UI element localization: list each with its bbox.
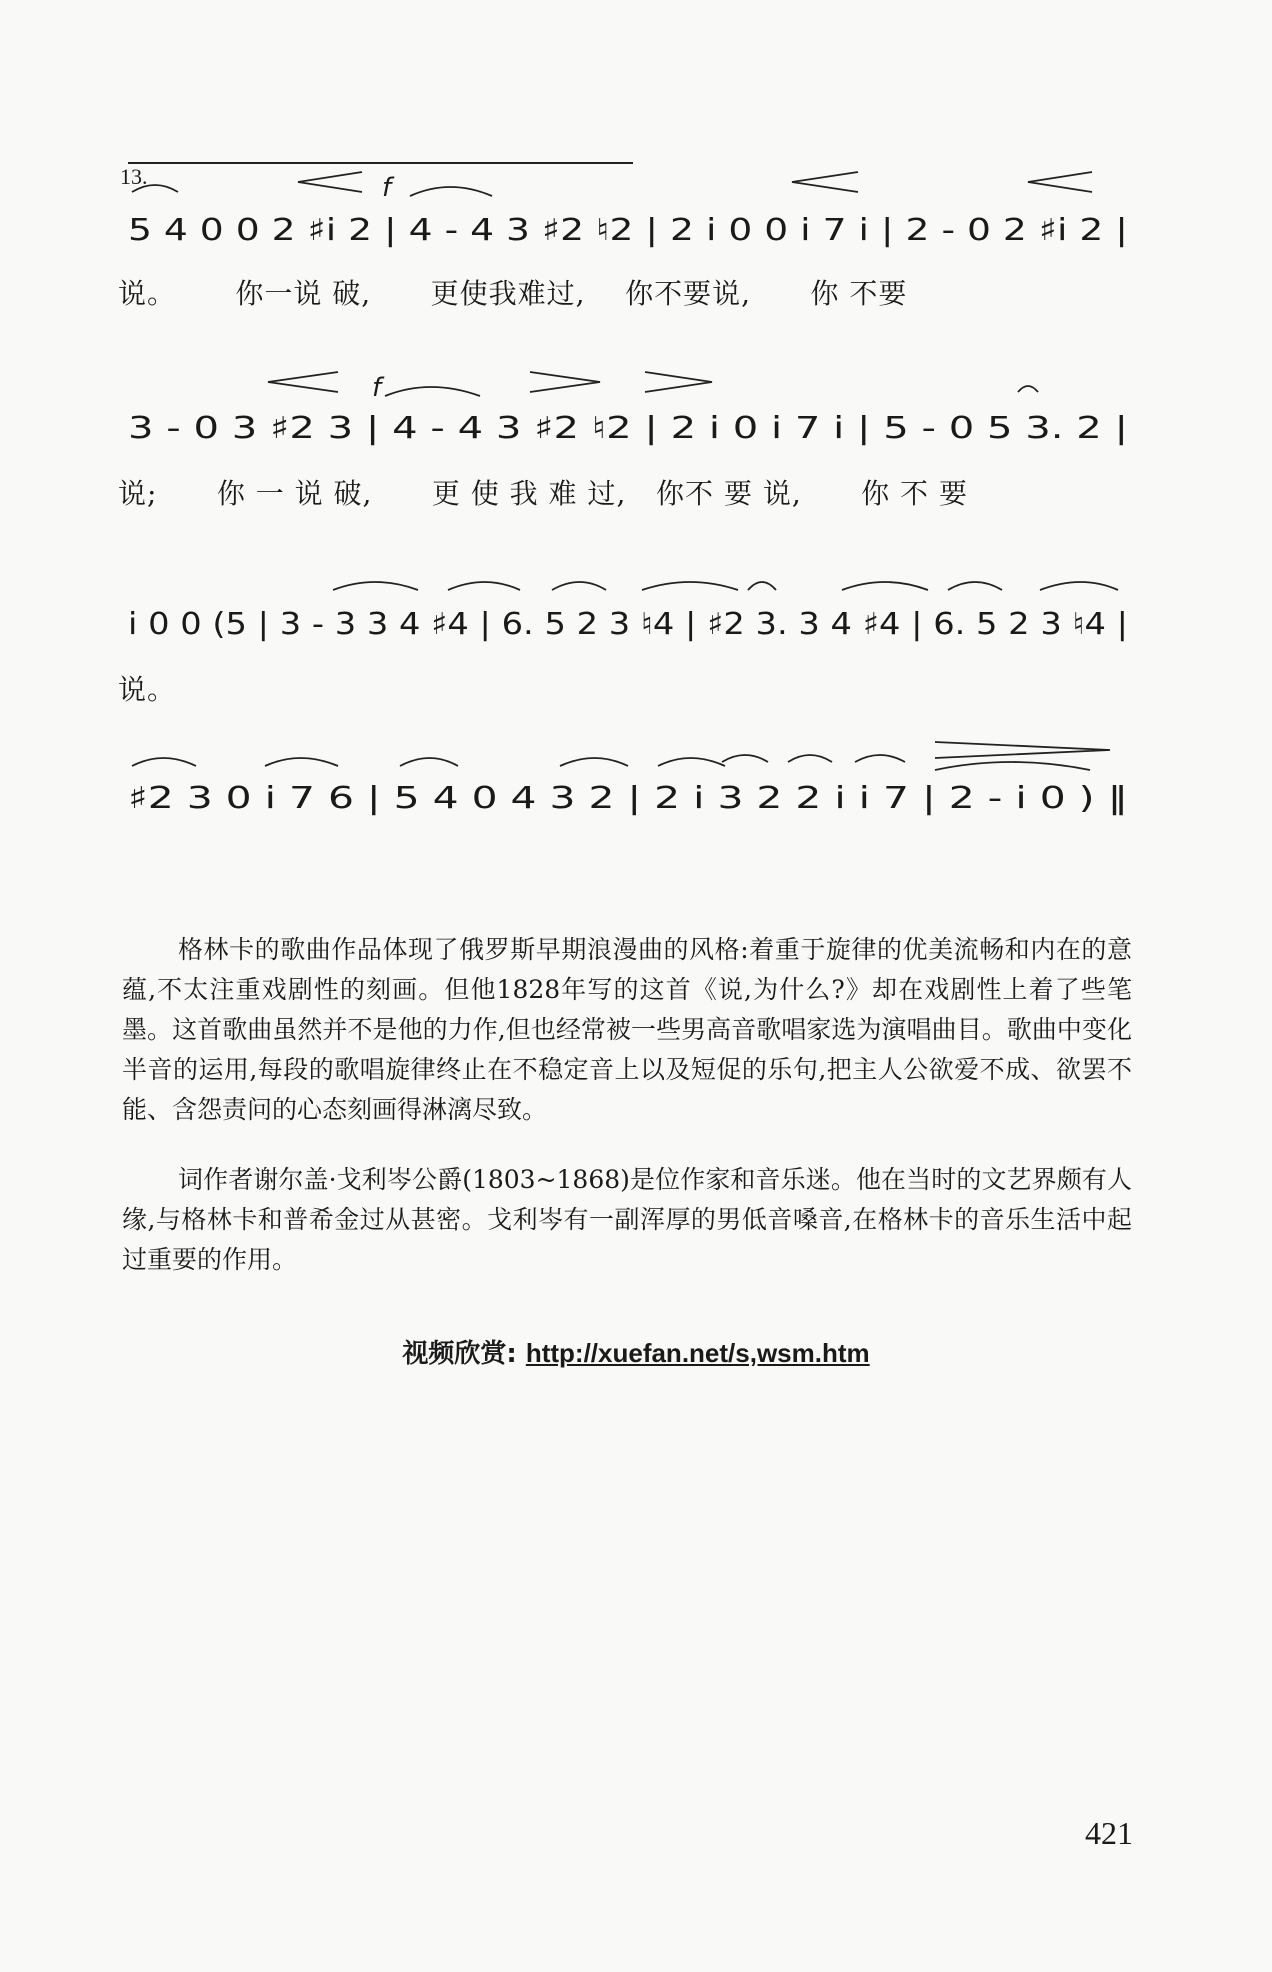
dynamic-forte-row1: f [382, 173, 392, 203]
slur [658, 758, 725, 766]
slur [448, 582, 520, 590]
notation-row-2: 3 - 0 3 ♯2 3 | 4 - 4 3 ♯2 ♮2 | 2 i 0 i 7 i | 5 - 0 5 3. 2 | [128, 411, 1128, 446]
slur [748, 582, 776, 590]
ending-number: 13. [120, 164, 148, 189]
slur [333, 582, 418, 590]
dynamic-forte-row2: f [372, 373, 382, 403]
slur [722, 755, 768, 762]
slur [1040, 582, 1118, 590]
slur [855, 755, 905, 762]
slur [842, 582, 928, 590]
video-link-line [0, 1333, 1272, 1370]
notation-row-3: i 0 0 (5 | 3 - 3 3 4 ♯4 | 6. 5 2 3 ♮4 | ♯2 3. 3 4 ♯4 | 6. 5 2 3 ♮4 | [128, 607, 1128, 642]
slur [552, 582, 606, 590]
paragraph-2: 词作者谢尔盖·戈利岑公爵(1803~1868)是位作家和音乐迷。他在当时的文艺界颇有人缘,与格林卡和普希金过从甚密。戈利岑有一副浑厚的男低音嗓音,在格林卡的音乐生活中起过重要的作用。 [122, 1165, 1132, 1274]
hairpin-crescendo [268, 372, 338, 392]
slur [385, 387, 480, 396]
slur [560, 758, 628, 766]
lyric-row-3: 说。 [118, 673, 177, 706]
slur [132, 185, 178, 192]
slur [400, 758, 458, 766]
notation-row-1: 5 4 0 0 2 ♯i 2 | 4 - 4 3 ♯2 ♮2 | 2 i 0 0 i 7 i | 2 - 0 2 ♯i 2 | [128, 213, 1128, 248]
paragraph-1: 格林卡的歌曲作品体现了俄罗斯早期浪漫曲的风格:着重于旋律的优美流畅和内在的意蕴,不太注重戏剧性的刻画。但他1828年写的这首《说,为什么?》却在戏剧性上着了些笔墨。这首歌曲虽然并不是他的力作,但也经常被一些男高音歌唱家选为演唱曲目。歌曲中变化半音的运用,每段的歌唱旋律终止在不稳定音上以及短促的乐句,把主人公欲爱不成、欲罢不能、含怨责问的心态刻画得淋漓尽致。 [122, 935, 1132, 1124]
slur [935, 762, 1090, 770]
slur [410, 187, 492, 196]
hairpin-decrescendo [530, 372, 600, 392]
fermata [1018, 386, 1038, 392]
hairpin-decrescendo [935, 742, 1110, 758]
video-label: 视频欣赏: [402, 1339, 517, 1369]
slur [132, 758, 196, 766]
slur [642, 582, 738, 590]
hairpin-crescendo [298, 172, 362, 192]
hairpin-crescendo [1028, 172, 1092, 192]
slur [948, 582, 1002, 590]
slurs-and-hairpins [132, 172, 1118, 770]
hairpin-decrescendo [645, 372, 712, 392]
lyric-row-1: 说。 你一说 破, 更使我难过, 你不要说, 你 不要 [118, 277, 908, 310]
hairpin-crescendo [792, 172, 858, 192]
slur [265, 758, 338, 766]
notation-row-4: ♯2 3 0 i 7 6 | 5 4 0 4 3 2 | 2 i 3 2 2 i i 7 | 2 - i 0 ) ‖ [128, 781, 1128, 816]
video-url-link[interactable]: http://xuefan.net/s,wsm.htm [525, 1338, 870, 1368]
slur [788, 755, 832, 762]
page-number: 421 [1085, 1815, 1133, 1851]
lyric-row-2: 说; 你 一 说 破, 更 使 我 难 过, 你不 要 说, 你 不 要 [118, 477, 968, 510]
